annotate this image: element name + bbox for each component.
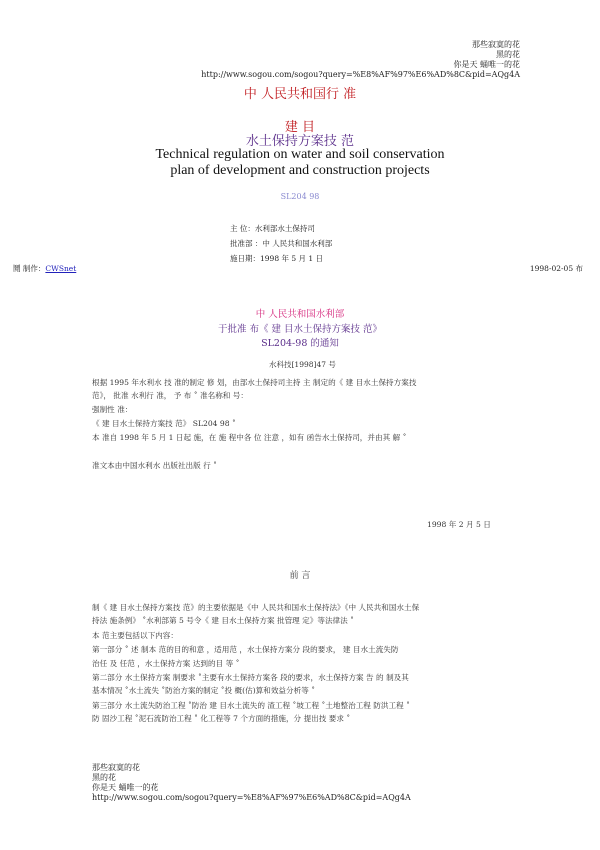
maker-line bbox=[13, 264, 76, 273]
title-english-2: plan of development and construction projects bbox=[170, 163, 430, 178]
preface-heading: 前 言 bbox=[289, 571, 311, 581]
notice-body-line-2: 范》， 批准 水利行 准， 予 布 ˚ 准名称和 号： bbox=[92, 391, 248, 400]
standard-line: 中 人民共和国行 准 bbox=[243, 87, 357, 102]
preface-line-2: 持法 施条例》 ˚水利部第 5 号令《 建 目水土保持方案 批管理 定》等法律法 ˚ bbox=[92, 616, 354, 625]
footer-poem-line-3: 你是天 蛹唯一的花 bbox=[92, 783, 159, 792]
header-poem-line-2: 黑的花 bbox=[496, 50, 520, 59]
notice-body-line-6: 准文本由中国水利水 出版社出版 行 ˚ bbox=[92, 461, 217, 470]
preface-line-8: 第三部分 水土流失防治工程 ˚防治 建 目水土流失的 渣工程 ˚坡工程 ˚土地整治工程 防洪工程 ˚ bbox=[92, 701, 410, 710]
footer-url: http://www.sogou.com/sogou?query=%E8%AF%97%E6%AD%8C&pid=AQg4A bbox=[92, 793, 411, 802]
publish-date: 1998-02-05 布 bbox=[529, 264, 583, 273]
meta-date: 施日期：1998 年 5 月 1 日 bbox=[230, 254, 324, 263]
preface-line-3: 本 范主要包括以下内容： bbox=[92, 631, 178, 640]
meta-unit: 主 位：水利部水土保持司 bbox=[230, 224, 315, 233]
preface-line-5: 治任 及 任范 ，水土保持方案 达到的目 等 ˚ bbox=[92, 659, 240, 668]
maker-prefix: 鬩 制作： bbox=[13, 264, 46, 273]
cwsnet-link[interactable]: CWSnet bbox=[45, 264, 77, 273]
preface-line-6: 第二部分 水土保持方案 制要求 ˚主要有水土保持方案各 段的要求，水土保持方案 告 的 制及其 bbox=[92, 673, 409, 682]
notice-ministry: 中 人民共和国水利部 bbox=[255, 309, 345, 320]
preface-line-9: 防 固沙工程 ˚泥石流防治工程 ˚ 化工程等 7 个方面的措施，分 提出技 要求 ˚ bbox=[92, 714, 351, 723]
notice-body-line-3: 强制性 准： bbox=[92, 405, 133, 414]
title-english-1: Technical regulation on water and soil conservation bbox=[155, 147, 445, 162]
preface-line-7: 基本情况 ˚水土流失 ˚防治方案的制定 ˚投 概(估)算和效益分析等 ˚ bbox=[92, 686, 316, 695]
header-poem-line-1: 那些寂寞的花 bbox=[472, 40, 520, 49]
notice-title-2: SL204-98 的通知 bbox=[261, 338, 339, 349]
standard-code: SL204 98 bbox=[280, 192, 320, 201]
notice-body-line-4: 《 建 目水土保持方案技 范》 SL204 98 ˚ bbox=[92, 419, 236, 428]
meta-approver: 批准部 ：中 人民共和国水利部 bbox=[230, 239, 333, 248]
footer-poem-line-2: 黑的花 bbox=[92, 773, 116, 782]
notice-body-line-1: 根据 1995 年水利水 技 准的制定 修 划，由部水土保持司主持 主 制定的《 建 目水土保持方案技 bbox=[92, 378, 417, 387]
notice-body-line-5: 本 准自 1998 年 5 月 1 日起 施，在 施 程中各 位 注意 ，如有 函告水土保持司，并由其 解 ˚ bbox=[92, 433, 407, 442]
title-main-1: 建 目 bbox=[284, 120, 316, 135]
notice-date: 1998 年 2 月 5 日 bbox=[427, 520, 491, 529]
notice-title-1: 于批准 布《 建 目水土保持方案技 范》 bbox=[217, 324, 383, 335]
title-main-2: 水土保持方案技 范 bbox=[245, 134, 355, 149]
header-poem-line-3: 你是天 蛹唯一的花 bbox=[453, 60, 520, 69]
preface-line-1: 制《 建 目水土保持方案技 范》的主要依据是《中 人民共和国水土保持法》《中 人民共和国水土保 bbox=[92, 603, 420, 612]
footer-poem-line-1: 那些寂寞的花 bbox=[92, 763, 140, 772]
header-url: http://www.sogou.com/sogou?query=%E8%AF%97%E6%AD%8C&pid=AQg4A bbox=[201, 70, 520, 79]
notice-doc-no: 水科技[1998]47 号 bbox=[269, 360, 336, 369]
preface-line-4: 第一部分 ˚ 述 制本 范的目的和意 ，适用范 ，水土保持方案分 段的要求， 建 目水土流失防 bbox=[92, 645, 399, 654]
